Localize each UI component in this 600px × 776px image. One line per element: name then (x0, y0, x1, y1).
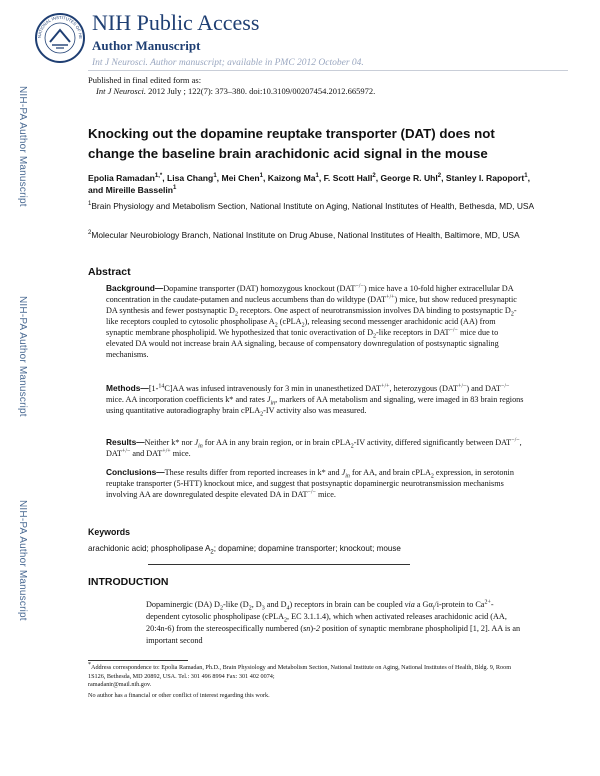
results-label: Results— (106, 437, 145, 447)
keywords-heading: Keywords (88, 527, 131, 537)
header-subtitle: Author Manuscript (92, 38, 201, 53)
footnote-conflict: No author has a financial or other conflict of interest regarding this work. (88, 692, 270, 699)
author-name: Kaizong Ma (267, 173, 316, 183)
header-cite-journal: Int J Neurosci. (92, 58, 148, 68)
footnote-email: ramadanir@mail.nih.gov. (88, 681, 152, 688)
header-citation (92, 58, 364, 68)
footnote-address: *Address correspondence to: Epolia Ramadan, Ph.D., Brain Physiology and Metabolism Section, National Institute on Aging, National Institutes of Health, Bldg. 9, Room 1S126, Bethesda, MD 20892, USA. Tel.: 301 496 8994 Fax: 301 402 0074; ramadanir@mail.nih.gov. (88, 661, 512, 688)
published-details: 2012 July ; 122(7): 373–380. doi:10.3109/00207454.2012.665972. (148, 86, 376, 96)
introduction-heading: INTRODUCTION (88, 576, 169, 588)
published-label: Published in final edited form as: (88, 75, 202, 85)
author-name: Mireille Basselin (105, 185, 174, 195)
nih-logo (34, 12, 86, 64)
footnote-divider (88, 660, 188, 661)
abstract-conclusions: Conclusions—These results differ from reported increases in k* and $J_{in}$ for AA, and brain cPLA$_2$ expression, in serotonin reuptake transporter (5-HTT) knockout mice, and suggest that postsynaptic dopaminergic neurotransmission mechanisms involving AA are downregulated despite elevated DA in DAT−/− mice. (106, 467, 514, 499)
side-label-top: NIH-PA Author Manuscript (17, 86, 28, 207)
article-title: Knocking out the dopamine reuptake transporter (DAT) does not change the baseline brain arachidonic acid signal in the mouse (88, 126, 495, 161)
abstract-heading: Abstract (88, 266, 131, 278)
affiliation-2: $^2$Molecular Neurobiology Branch, National Institute on Drug Abuse, National Institutes of Health, Baltimore, MD, USA (88, 230, 520, 240)
background-label: Background— (106, 283, 164, 293)
header-cite-rest: Author manuscript; available in PMC 2012 October 04. (150, 58, 364, 68)
author-name: F. Scott Hall (323, 173, 373, 183)
published-journal: Int J Neurosci. (96, 86, 146, 96)
author-name: Lisa Chang (166, 173, 214, 183)
author-name: Stanley I. Rapoport (445, 173, 525, 183)
author-name: Epolia Ramadan (88, 173, 155, 183)
keywords-divider (148, 564, 410, 565)
side-label-middle: NIH-PA Author Manuscript (17, 296, 28, 417)
author-name: Mei Chen (221, 173, 260, 183)
introduction-paragraph: Dopaminergic (DA) $D_2$-like ($D_2$, $D_3$ and $D_4$) receptors in brain can be coupled via a $G\alpha_i/i$-protein to $Ca^{2+}$-dependent cytosolic phospholipase (cPLA$_2$, EC 3.1.1.4), which when activated releases arachidonic acid (AA, 20:4n-6) from the stereospecifically numbered (sn)-2 position of synaptic membrane phospholipid [1, 2]. AA is an important second (146, 599, 521, 645)
side-label-bottom: NIH-PA Author Manuscript (17, 500, 28, 621)
abstract-background: Background—Dopamine transporter (DAT) homozygous knockout (DAT−/−) mice have a 10-fold higher extracellular DA concentration in the caudate-putamen and nucleus accumbens than do wildtype (DAT+/+) mice, but show reduced presynaptic DA synthesis and fewer postsynaptic $D_2$ receptors. One aspect of neurotransmission involves DA binding to postsynaptic $D_2$-like receptors coupled to cytosolic phospholipase $A_2$ (cPLA$_2$), releasing second messenger arachidonic acid (AA) from synaptic membrane phospholipid. We hypothesized that tonic overactivation of $D_2$-like receptors in DAT−/− mice due to elevated DA would not increase brain AA signaling, because of compensatory downregulation of postsynaptic signaling mechanisms. (106, 283, 517, 359)
header-divider (88, 70, 568, 71)
published-citation (96, 86, 375, 96)
author-list: Epolia Ramadan$^{1,*}$, Lisa Chang$^1$, Mei Chen$^1$, Kaizong Ma$^1$, F. Scott Hall$^2$, George R. Uhl$^2$, Stanley I. Rapoport$^1$, and Mireille Basselin$^1$ (88, 173, 530, 195)
header-title: NIH Public Access (92, 10, 260, 35)
abstract-results: Results—Neither k* nor $J_{in}$ for AA in any brain region, or in brain cPLA$_2$-IV activity, differed significantly between DAT−/−, DAT+/− and DAT+/+ mice. (106, 437, 522, 458)
methods-label: Methods— (106, 383, 149, 393)
author-name: George R. Uhl (380, 173, 438, 183)
svg-text:NATIONAL INSTITUTES OF HEALTH: NATIONAL INSTITUTES OF HE (36, 14, 84, 39)
abstract-methods: Methods—[1-$^{14}$C]AA was infused intravenously for 3 min in unanesthetized DAT+/+, heterozygous (DAT+/−) and DAT−/− mice. AA incorporation coefficients k* and rates $J_{in}$, markers of AA metabolism and signaling, were imaged in 83 brain regions using quantitative autoradiography brain cPLA$_2$-IV activity also was measured. (106, 383, 524, 418)
conclusions-label: Conclusions— (106, 467, 165, 477)
affiliation-1: $^1$Brain Physiology and Metabolism Section, National Institute on Aging, National Institutes of Health, Bethesda, MD, USA (88, 201, 535, 211)
keywords-list: arachidonic acid; phospholipase $A_2$; dopamine; dopamine transporter; knockout; mouse (88, 544, 401, 556)
